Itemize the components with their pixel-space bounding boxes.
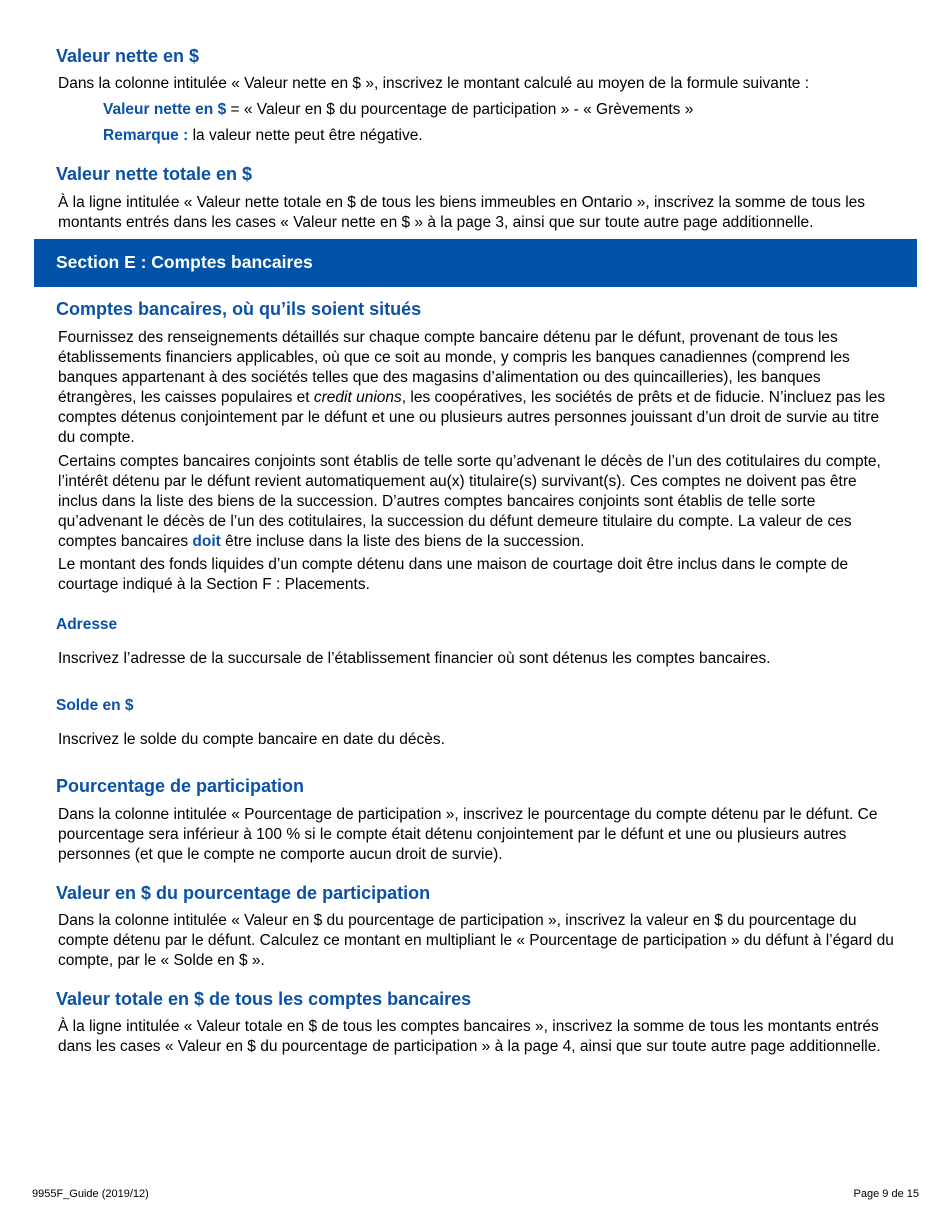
heading-pourcentage: Pourcentage de participation (56, 776, 305, 796)
formula-label: Valeur nette en $ (103, 101, 227, 118)
heading-valeur-nette: Valeur nette en $ (56, 46, 200, 66)
section-e-banner (34, 239, 917, 287)
formula-line (103, 100, 693, 120)
heading-adresse: Adresse (56, 616, 118, 633)
comptes-paragraph-2 (58, 452, 898, 552)
note-label: Remarque : (103, 127, 189, 144)
comptes-p1-part-a: Fournissez des renseignements détaillés sur chaque compte bancaire détenu par le défunt, provenant de tous les établissements financiers applicables, où que ce soit au monde, y compris les banques canadiennes (comprend les banques appartenant à des sociétés telles que des magasins d’alimentation ou des quincailleries), les banques étrangères, les caisses populaires et (58, 329, 850, 406)
note-line (103, 126, 423, 146)
pourcentage-text: Dans la colonne intitulée « Pourcentage de participation », inscrivez le pourcentage du compte détenu par le défunt. Ce pourcentage sera inférieur à 100 % si le compte était détenu conjointement par le défunt et une ou plusieurs autres personnes (et que le compte ne comporte aucun droit de survie). (58, 806, 878, 863)
adresse-text: Inscrivez l’adresse de la succursale de l’établissement financier où sont détenus les comptes bancaires. (58, 650, 771, 667)
heading-solde: Solde en $ (56, 697, 134, 714)
heading-valeur-nette-totale: Valeur nette totale en $ (56, 164, 253, 184)
valeur-nette-totale-text: À la ligne intitulée « Valeur nette totale en $ de tous les biens immeubles en Ontario », inscrivez la somme de tous les montants entrés dans les cases « Valeur nette en $ » à la page 3, ainsi que sur toute autre page additionnelle. (58, 194, 866, 231)
valeur-nette-intro: Dans la colonne intitulée « Valeur nette en $ », inscrivez le montant calculé au moyen de la formule suivante : (58, 75, 810, 92)
comptes-paragraph-3: Le montant des fonds liquides d’un compte détenu dans une maison de courtage doit être inclus dans le compte de courtage indiqué à la Section F : Placements. (58, 556, 849, 593)
footer-page-number: Page 9 de 15 (853, 1188, 919, 1200)
note-text: la valeur nette peut être négative. (188, 127, 423, 144)
solde-text: Inscrivez le solde du compte bancaire en date du décès. (58, 731, 445, 748)
comptes-p2-part-a: Certains comptes bancaires conjoints sont établis de telle sorte qu’advenant le décès de l’un des cotitulaires du compte, l’intérêt détenu par le défunt revient automatiquement au(x) titulaire(s) survivant(s). Ces comptes ne doivent pas être inclus dans la liste des biens de la succession. D’autres comptes bancaires conjoints sont établis de telle sorte qu’advenant le décès de l’un des cotitulaires, la succession du défunt demeure titulaire du compte. La valeur de ces comptes bancaires (58, 453, 881, 550)
heading-comptes-bancaires: Comptes bancaires, où qu’ils soient situés (56, 299, 422, 319)
heading-valeur-pourcentage: Valeur en $ du pourcentage de participation (56, 883, 431, 903)
valeur-totale-text: À la ligne intitulée « Valeur totale en $ de tous les comptes bancaires », inscrivez la somme de tous les montants entrés dans les cases « Valeur en $ du pourcentage de participation » à la page 4, ainsi que sur toute autre page additionnelle. (58, 1018, 881, 1055)
section-e-title: Section E : Comptes bancaires (56, 252, 313, 272)
formula-text: = « Valeur en $ du pourcentage de participation » - « Grèvements » (226, 101, 694, 118)
comptes-p2-bold: doit (192, 533, 221, 550)
comptes-p1-part-b: , les coopératives, les sociétés de prêts et de fiducie. N’incluez pas les comptes détenus conjointement par le défunt et une ou plusieurs autres personnes jouissant d’un droit de survie au titre du compte. (58, 389, 886, 446)
heading-valeur-totale: Valeur totale en $ de tous les comptes bancaires (56, 989, 472, 1009)
footer-form-id: 9955F_Guide (2019/12) (32, 1188, 149, 1200)
comptes-p1-italic: credit unions (313, 389, 402, 406)
valeur-pourcentage-text: Dans la colonne intitulée « Valeur en $ du pourcentage de participation », inscrivez la valeur en $ du pourcentage du compte détenu par le défunt. Calculez ce montant en multipliant le « Pourcentage de participation » du défunt à l’égard du compte, par le « Solde en $ ». (58, 912, 894, 969)
comptes-p2-part-b: être incluse dans la liste des biens de la succession. (220, 533, 585, 550)
comptes-paragraph-1 (58, 328, 898, 448)
